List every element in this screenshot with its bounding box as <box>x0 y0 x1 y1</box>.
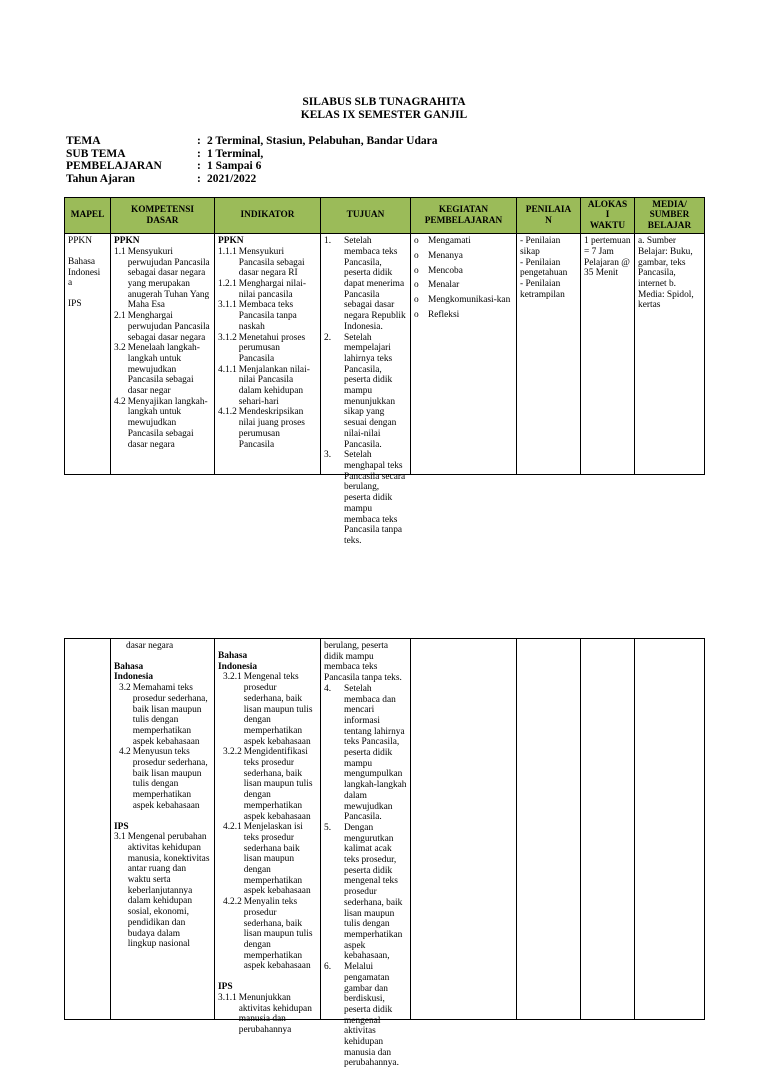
header-indikator: INDIKATOR <box>215 198 321 234</box>
list-item: o Menanya <box>414 250 463 261</box>
cell-tujuan: 1. Setelah membaca teks Pancasila, peserta didik dapat menerima Pancasila sebagai dasar negara Republik Indonesia. 2. Setelah mempelajari lahirnya teks Pancasila, peserta didik mampu menunjukkan sikap yang sesuai dengan nilai-nilai Pancasila. 3. Setelah menghapal teks Pancasila secara berulang, peserta didik mampu membaca teks Pancasila tanpa teks. <box>321 234 411 475</box>
meta-separator: : <box>197 160 201 173</box>
syllabus-table-page1 <box>64 197 705 546</box>
cell-kompetensi-dasar: dasar negara Bahasa Indonesia 3.2 Memahami teks prosedur sederhana, baik lisan maupun tulis dengan memperhatikan aspek kebahasaan 4.2 Menyusun teks prosedur sederhana, baik lisan maupun tulis dengan memperhatikan aspek kebahasaan IPS 3.1 Mengenal perubahan aktivitas kehidupan manusia, konektivitas antar ruang dan waktu serta keberlanjutannya dalam kehidupan sosial, ekonomi, pendidikan dan budaya dalam lingkup nasional <box>111 639 215 1020</box>
meta-row-subtema <box>66 148 438 161</box>
cell-kegiatan <box>411 234 517 475</box>
header-tujuan: TUJUAN <box>321 198 411 234</box>
cell-media <box>635 639 705 1020</box>
header-kompetensi-dasar: KOMPETENSI DASAR <box>111 198 215 234</box>
document-title: SILABUS SLB TUNAGRAHITA <box>302 96 466 108</box>
meta-label: PEMBELAJARAN <box>66 160 162 173</box>
meta-separator: : <box>197 172 201 185</box>
meta-block <box>66 135 438 185</box>
cell-penilaian: - Penilaian sikap - Penilaian pengetahuan - Penilaian ketrampilan <box>517 234 581 475</box>
meta-value: 2 Terminal, Stasiun, Pelabuhan, Bandar Udara <box>207 135 438 147</box>
meta-separator: : <box>197 147 201 160</box>
meta-row-tema <box>66 135 438 148</box>
meta-row-tahun-ajaran <box>66 173 438 186</box>
cell-penilaian <box>517 639 581 1020</box>
header-media: MEDIA/ SUMBER BELAJAR <box>635 198 705 234</box>
table-row <box>65 234 705 475</box>
cell-kompetensi-dasar: PPKN 1.1 Mensyukuri perwujudan Pancasila sebagai dasar negara yang merupakan anugerah Tuhan Yang Maha Esa 2.1 Menghargai perwujudan Pancasila sebagai dasar negara 3.2 Menelaah langkah-langkah untuk mewujudkan Pancasila sebagai dasar negar 4.2 Menyajikan langkah-langkah untuk mewujudkan Pancasila sebagai dasar negara <box>111 234 215 475</box>
cell-alokasi-waktu <box>581 639 635 1020</box>
list-item: o Mengkomunikasi-kan <box>414 295 511 306</box>
cell-mapel <box>65 639 111 1020</box>
meta-value: 2021/2022 <box>207 172 257 185</box>
cell-indikator: Bahasa Indonesia 3.2.1 Mengenal teks prosedur sederhana, baik lisan maupun tulis dengan memperhatikan aspek kebahasaan 3.2.2 Mengidentifikasi teks prosedur sederhana, baik lisan maupun tulis dengan memperhatikan aspek kebahasaan 4.2.1 Menjelaskan isi teks prosedur sederhana baik lisan maupun dengan memperhatikan aspek kebahasaan 4.2.2 Menyalin teks prosedur sederhana, baik lisan maupun tulis dengan memperhatikan aspek kebahasaan IPS 3.1.1 Menunjukkan aktivitas kehidupan manusia dan perubahannya <box>215 639 321 1020</box>
header-alokasi-waktu: ALOKAS I WAKTU <box>581 198 635 234</box>
syllabus-table-page2 <box>64 638 705 1069</box>
meta-value: 1 Sampai 6 <box>207 160 262 173</box>
header-kegiatan: KEGIATAN PEMBELAJARAN <box>411 198 517 234</box>
header-penilaian: PENILAIA N <box>517 198 581 234</box>
table-row <box>65 639 705 1020</box>
list-item: o Menalar <box>414 280 460 291</box>
table-header-row <box>65 198 705 234</box>
list-item: o Mencoba <box>414 265 463 276</box>
cell-mapel: PPKN Bahasa Indonesi a IPS <box>65 234 111 475</box>
list-item: o Refleksi <box>414 309 460 320</box>
cell-kegiatan <box>411 639 517 1020</box>
meta-label: TEMA <box>66 135 101 147</box>
meta-separator: : <box>197 135 201 147</box>
meta-label: Tahun Ajaran <box>66 172 135 185</box>
cell-tujuan: berulang, peserta didik mampu membaca teks Pancasila tanpa teks. 4. Setelah membaca dan mencari informasi tentang lahirnya teks Pancasila, peserta didik mampu mengumpulkan langkah-langkah dalam mewujudkan Pancasila. 5. Dengan mengurutkan kalimat acak teks prosedur, peserta didik mengenal teks prosedur sederhana, baik lisan maupun tulis dengan memperhatikan aspek kebahasaan, 6. Melalui pengamatan gambar dan berdiskusi, peserta didik mengenal aktivitas kehidupan manusia dan perubahannya. <box>321 639 411 1020</box>
cell-alokasi-waktu: 1 pertemuan = 7 Jam Pelajaran @ 35 Menit <box>581 234 635 475</box>
header-mapel: MAPEL <box>65 198 111 234</box>
list-item: o Mengamati <box>414 236 471 247</box>
meta-label: SUB TEMA <box>66 147 126 160</box>
meta-row-pembelajaran <box>66 160 438 173</box>
document-subtitle: KELAS IX SEMESTER GANJIL <box>300 109 468 121</box>
cell-indikator: PPKN 1.1.1 Mensyukuri Pancasila sebagai dasar negara RI 1.2.1 Menghargai nilai-nilai pancasila 3.1.1 Membaca teks Pancasila tanpa naskah 3.1.2 Menetahui proses perumusan Pancasila 4.1.1 Menjalankan nilai-nilai Pancasila dalam kehidupan sehari-hari 4.1.2 Mendeskripsikan nilai juang proses perumusan Pancasila <box>215 234 321 475</box>
cell-media: a. Sumber Belajar: Buku, gambar, teks Pancasila, internet b. Media: Spidol, kertas <box>635 234 705 475</box>
meta-value: 1 Terminal, <box>207 147 264 160</box>
